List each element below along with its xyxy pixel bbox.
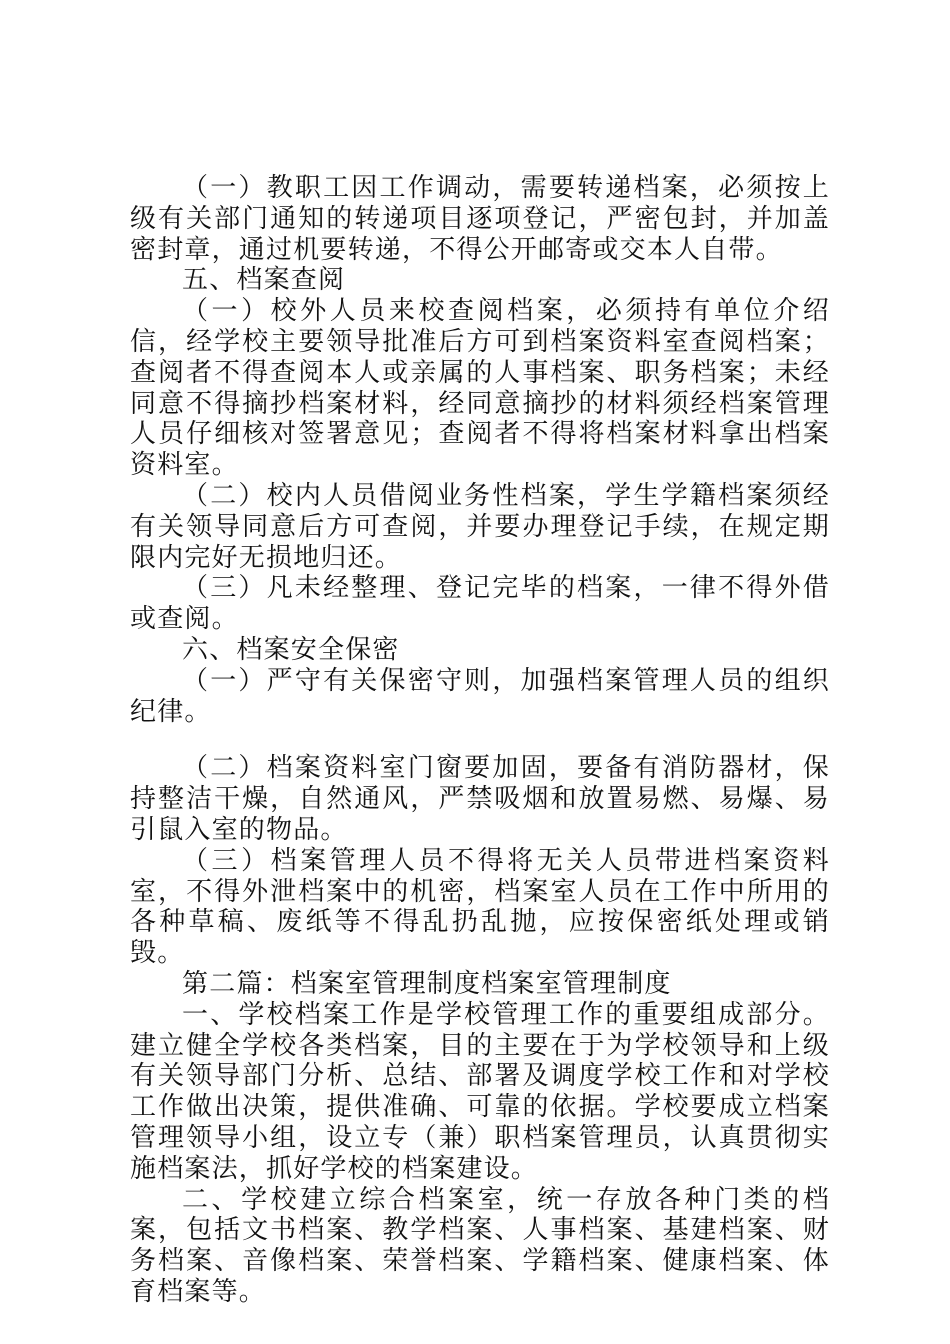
paragraph-security-1: （一）严守有关保密守则，加强档案管理人员的组织纪律。 <box>130 665 830 727</box>
paragraph-access-1: （一）校外人员来校查阅档案，必须持有单位介绍信，经学校主要领导批准后方可到档案资料室查阅档案；查阅者不得查阅本人或亲属的人事档案、职务档案；未经同意不得摘抄档案材料，经同意摘抄的材料须经档案管理人员仔细核对签署意见；查阅者不得将档案材料拿出档案资料室。 <box>130 296 830 481</box>
paragraph-access-3: （三）凡未经整理、登记完毕的档案，一律不得外借或查阅。 <box>130 573 830 635</box>
paragraph-transfer-1: （一）教职工因工作调动，需要转递档案，必须按上级有关部门通知的转递项目逐项登记，严密包封，并加盖密封章，通过机要转递，不得公开邮寄或交本人自带。 <box>130 173 830 265</box>
section-heading-archive-security: 六、档案安全保密 <box>182 634 400 665</box>
paragraph-part-two-2: 二、学校建立综合档案室，统一存放各种门类的档案，包括文书档案、教学档案、人事档案、基建档案、财务档案、音像档案、荣誉档案、学籍档案、健康档案、体育档案等。 <box>130 1184 830 1307</box>
section-heading-archive-access: 五、档案查阅 <box>182 265 346 296</box>
chapter-heading-part-two: 第二篇：档案室管理制度档案室管理制度 <box>182 968 672 999</box>
paragraph-part-two-1: 一、学校档案工作是学校管理工作的重要组成部分。建立健全学校各类档案，目的主要在于为学校领导和上级有关领导部门分析、总结、部署及调度学校工作和对学校工作做出决策，提供准确、可靠的依据。学校要成立档案管理领导小组，设立专（兼）职档案管理员，认真贯彻实施档案法，抓好学校的档案建设。 <box>130 999 830 1184</box>
paragraph-security-3: （三）档案管理人员不得将无关人员带进档案资料室，不得外泄档案中的机密，档案室人员在工作中所用的各种草稿、废纸等不得乱扔乱抛，应按保密纸处理或销毁。 <box>130 845 830 969</box>
paragraph-security-2: （二）档案资料室门窗要加固，要备有消防器材，保持整洁干燥，自然通风，严禁吸烟和放置易燃、易爆、易引鼠入室的物品。 <box>130 753 830 845</box>
paragraph-access-2: （二）校内人员借阅业务性档案，学生学籍档案须经有关领导同意后方可查阅，并要办理登记手续，在规定期限内完好无损地归还。 <box>130 480 830 573</box>
document-page <box>130 173 830 1308</box>
